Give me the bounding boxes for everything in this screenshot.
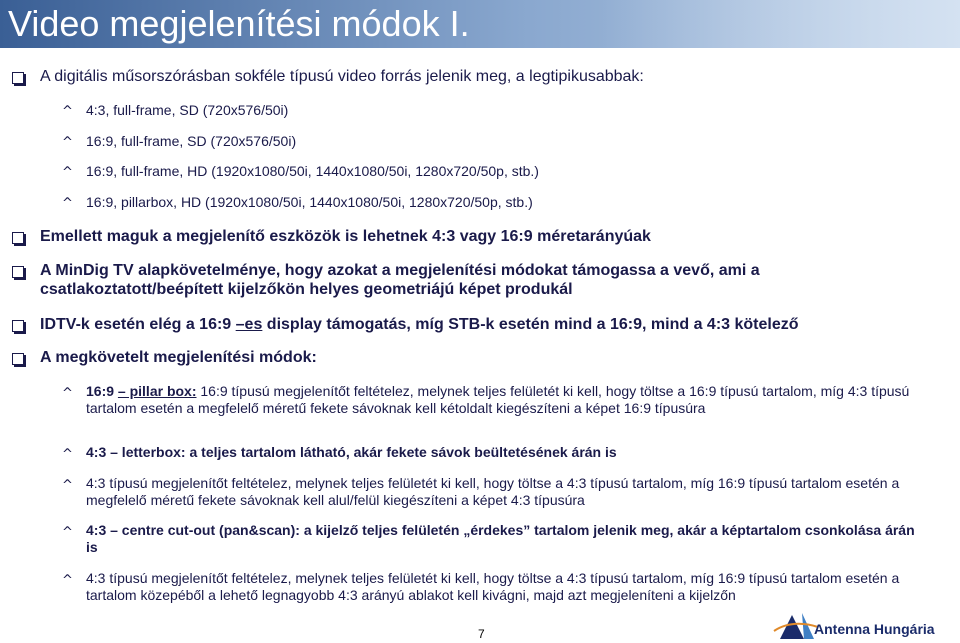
bullet-display-ratio: Emellett maguk a megjelenítő eszközök is lehetnek 4:3 vagy 16:9 méretarányúak [40,228,651,245]
mode-pillar-box-name: – pillar box: [117,383,197,399]
logo-text: Antenna Hungária [814,621,935,637]
caret-bullet-icon: ^ [62,447,73,462]
mode-letterbox-desc: 4:3 típusú megjelenítőt feltételez, melynek teljes felületét ki kell, hogy töltse a 4:3 típusú tartalom, míg 16:9 típusú tartalom esetén a megfelelő méretű fekete sávoknak kell alul/felül kiegészíteni a képet 4:3 típusúra [86,475,900,508]
mode-pillar-box-desc: 16:9 típusú megjelenítőt feltételez, melynek teljes felületét ki kell, hogy töltse a 16:9 típusú tartalom, míg 4:3 típusú tartalom esetén a megfelelő méretű fekete sávoknak kell kétoldalt kiegészíteni a képet 16:9 típusúra [86,383,910,416]
caret-bullet-icon: ^ [62,135,73,150]
mode-centre-cut-out: 4:3 – centre cut-out (pan&scan): a kijelző teljes felületén „érdekes” tartalom jelenik meg, akár a képtartalom csonkolása árán is [86,522,915,555]
mode-letterbox: 4:3 – letterbox: a teljes tartalom látható, akár fekete sávok beültetésének árán is [86,444,617,460]
checkbox-bullet-icon [12,266,24,278]
title-bar [0,0,960,48]
caret-bullet-icon: ^ [62,104,73,119]
bullet-sources-intro: A digitális műsorszórásban sokféle típusú video forrás jelenik meg, a legtipikusabbak: [40,68,644,85]
title-bar-accent [600,0,960,48]
checkbox-bullet-icon [12,72,24,84]
mode-centre-cut-out-desc: 4:3 típusú megjelenítőt feltételez, melynek teljes felületét ki kell, hogy töltse a 4:3 típusú tartalom, míg 16:9 típusú tartalom esetén a tartalom közepéből a lehető legnagyobb 4:3 arányú ablakot kell kivágni, majd azt megjeleníteni a kijelzőn [86,570,900,603]
bullet-idtv-part1: IDTV-k esetén elég a 16:9 [40,316,236,333]
caret-bullet-icon: ^ [62,165,73,180]
list-item: 16:9, pillarbox, HD (1920x1080/50i, 1440x1080/50i, 1280x720/50p, stb.) [86,194,533,210]
list-item: 4:3, full-frame, SD (720x576/50i) [86,102,289,118]
caret-bullet-icon: ^ [62,478,73,493]
caret-bullet-icon: ^ [62,525,73,540]
bullet-idtv-underlined: –es [235,316,263,333]
mode-pillar-box-ratio: 16:9 [86,383,118,399]
logo-mark-icon [774,613,818,639]
checkbox-bullet-icon [12,232,24,244]
checkbox-bullet-icon [12,353,24,365]
checkbox-bullet-icon [12,320,24,332]
list-item: 16:9, full-frame, HD (1920x1080/50i, 1440x1080/50i, 1280x720/50p, stb.) [86,163,539,179]
bullet-idtv-part2: display támogatás, míg STB-k esetén mind a 16:9, mind a 4:3 kötelező [262,316,799,333]
caret-bullet-icon: ^ [62,573,73,588]
bullet-required-modes: A megkövetelt megjelenítési módok: [40,349,317,366]
mode-pillar-box [86,383,926,416]
page-number: 7 [478,627,485,641]
bullet-idtv-stb [40,315,799,335]
caret-bullet-icon: ^ [62,196,73,211]
bullet-mindig-line1: A MinDig TV alapkövetelménye, hogy azokat a megjelenítési módokat támogassa a vevő, ami a [40,262,760,279]
caret-bullet-icon: ^ [62,386,73,401]
slide-title: Video megjelenítési módok I. [8,3,470,44]
bullet-mindig-line2: csatlakoztatott/beépített kijelzőkön helyes geometriájú képet produkál [40,281,573,298]
list-item: 16:9, full-frame, SD (720x576/50i) [86,133,297,149]
